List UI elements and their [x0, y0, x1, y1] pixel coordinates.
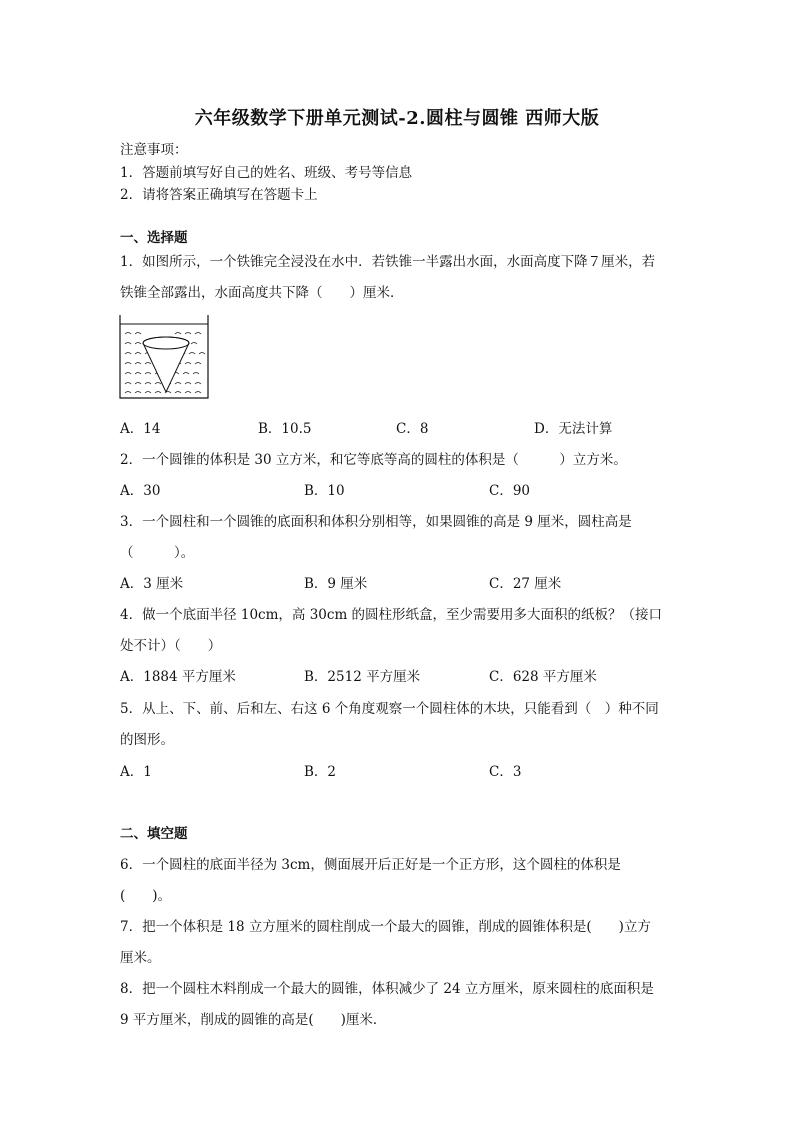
question-6-text: 6．一个圆柱的底面半径为 3cm，侧面展开后正好是一个正方形，这个圆柱的体积是	[120, 857, 621, 873]
question-3-text: 3．一个圆柱和一个圆锥的底面积和体积分别相等，如果圆锥的高是 9 厘米，圆柱高是	[120, 514, 632, 530]
question-1-text: 铁锥全部露出，水面高度共下降（ ）厘米．	[120, 285, 404, 301]
page-title: 六年级数学下册单元测试-2.圆柱与圆锥 西师大版	[194, 108, 600, 129]
notice-item: 2．请将答案正确填写在答题卡上	[120, 187, 318, 203]
q4-option-a[interactable]: A．1884 平方厘米	[120, 669, 236, 685]
q3-option-b[interactable]: B．9 厘米	[304, 576, 368, 592]
q2-option-a[interactable]: A．30	[120, 483, 161, 499]
section-heading-choice: 一、选择题	[120, 230, 188, 246]
section-heading-fill: 二、填空题	[120, 826, 188, 842]
q1-option-b[interactable]: B．10.5	[258, 421, 312, 437]
q4-option-b[interactable]: B．2512 平方厘米	[304, 669, 421, 685]
cone-shape	[143, 337, 189, 392]
question-2-text: 2．一个圆锥的体积是 30 立方米，和它等底等高的圆柱的体积是（ ）立方米。	[120, 452, 627, 468]
question-3-text: （ ）。	[120, 545, 195, 561]
question-7-text: 厘米。	[120, 950, 161, 966]
q5-option-a[interactable]: A．1	[120, 764, 152, 780]
question-5-text: 5．从上、下、前、后和左、右这 6 个角度观察一个圆柱体的木块，只能看到（ ）种不同	[120, 701, 659, 717]
q5-option-c[interactable]: C．3	[489, 764, 522, 780]
question-5-text: 的图形。	[120, 732, 174, 748]
q2-option-b[interactable]: B．10	[304, 483, 345, 499]
question-7-text: 7．把一个体积是 18 立方厘米的圆柱削成一个最大的圆锥，削成的圆锥体积是( )立方	[120, 919, 651, 935]
question-8-text: 8．把一个圆柱木料削成一个最大的圆锥，体积减少了 24 立方厘米，原来圆柱的底面积是	[120, 981, 654, 997]
question-4-text: 处不计）（ ）	[120, 638, 222, 654]
question-1-text: 1．如图所示，一个铁锥完全浸没在水中．若铁锥一半露出水面，水面高度下降７厘米，若	[120, 254, 656, 270]
question-8-text: 9 平方厘米，削成的圆锥的高是( )厘米．	[120, 1012, 387, 1028]
cone-in-water-figure	[117, 312, 213, 402]
q2-option-c[interactable]: C．90	[489, 483, 531, 499]
notice-heading: 注意事项：	[120, 142, 188, 158]
q4-option-c[interactable]: C．628 平方厘米	[489, 669, 597, 685]
q3-option-a[interactable]: A．3 厘米	[120, 576, 184, 592]
q5-option-b[interactable]: B．2	[304, 764, 337, 780]
q1-option-a[interactable]: A．14	[120, 421, 161, 437]
question-4-text: 4．做一个底面半径 10cm，高 30cm 的圆柱形纸盒，至少需要用多大面积的纸板？（接口	[120, 607, 663, 623]
q1-option-d[interactable]: D．无法计算	[534, 421, 613, 437]
q3-option-c[interactable]: C．27 厘米	[489, 576, 562, 592]
notice-item: 1．答题前填写好自己的姓名、班级、考号等信息	[120, 165, 413, 181]
question-6-text: ( )。	[120, 888, 172, 904]
q1-option-c[interactable]: C．8	[396, 421, 429, 437]
